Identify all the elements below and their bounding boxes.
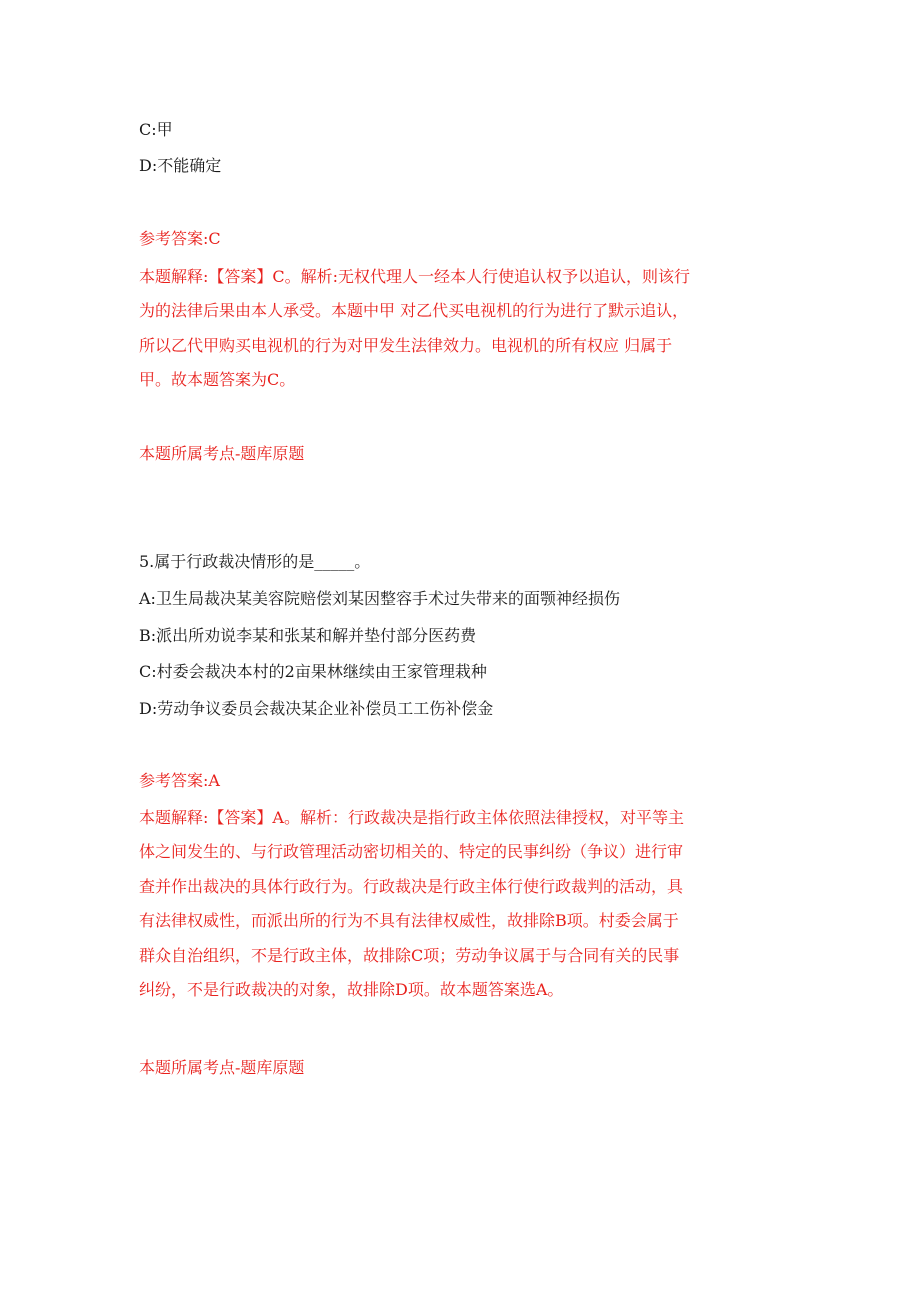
q5-option-a: A:卫生局裁决某美容院赔偿刘某因整容手术过失带来的面颚神经损伤	[139, 589, 620, 608]
q5-answer: 参考答案:A	[139, 771, 220, 790]
q5-option-b: B:派出所劝说李某和张某和解并垫付部分医药费	[139, 626, 477, 645]
q5-option-c: C:村委会裁决本村的2亩果林继续由王家管理栽种	[139, 662, 487, 681]
q5-explanation-line: 群众自治组织，不是行政主体，故排除C项；劳动争议属于与合同有关的民事	[139, 946, 680, 965]
q5-option-d: D:劳动争议委员会裁决某企业补偿员工工伤补偿金	[139, 699, 494, 718]
q4-answer: 参考答案:C	[139, 229, 221, 248]
q5-explanation-line: 本题解释:【答案】A。解析：行政裁决是指行政主体依照法律授权，对平等主	[139, 808, 684, 827]
q5-source: 本题所属考点-题库原题	[139, 1058, 305, 1077]
q4-explanation-line: 甲。故本题答案为C。	[139, 370, 296, 389]
q5-question: 5.属于行政裁决情形的是_____。	[139, 552, 371, 571]
q5-explanation-line: 查并作出裁决的具体行政行为。行政裁决是行政主体行使行政裁判的活动，具	[139, 877, 684, 896]
q4-source: 本题所属考点-题库原题	[139, 444, 305, 463]
q5-explanation-line: 有法律权威性，而派出所的行为不具有法律权威性，故排除B项。村委会属于	[139, 911, 679, 930]
q5-explanation-line: 体之间发生的、与行政管理活动密切相关的、特定的民事纠纷（争议）进行审	[139, 842, 684, 861]
q5-explanation-line: 纠纷，不是行政裁决的对象，故排除D项。故本题答案选A。	[139, 980, 564, 999]
q4-explanation-line: 为的法律后果由本人承受。本题中甲 对乙代买电视机的行为进行了默示追认，	[139, 301, 689, 320]
q4-option-d: D:不能确定	[139, 156, 222, 175]
q4-option-c: C:甲	[139, 120, 173, 139]
q4-explanation-line: 本题解释:【答案】C。解析:无权代理人一经本人行使追认权予以追认，则该行	[139, 267, 691, 286]
q4-explanation-line: 所以乙代甲购买电视机的行为对甲发生法律效力。电视机的所有权应 归属于	[139, 336, 673, 355]
